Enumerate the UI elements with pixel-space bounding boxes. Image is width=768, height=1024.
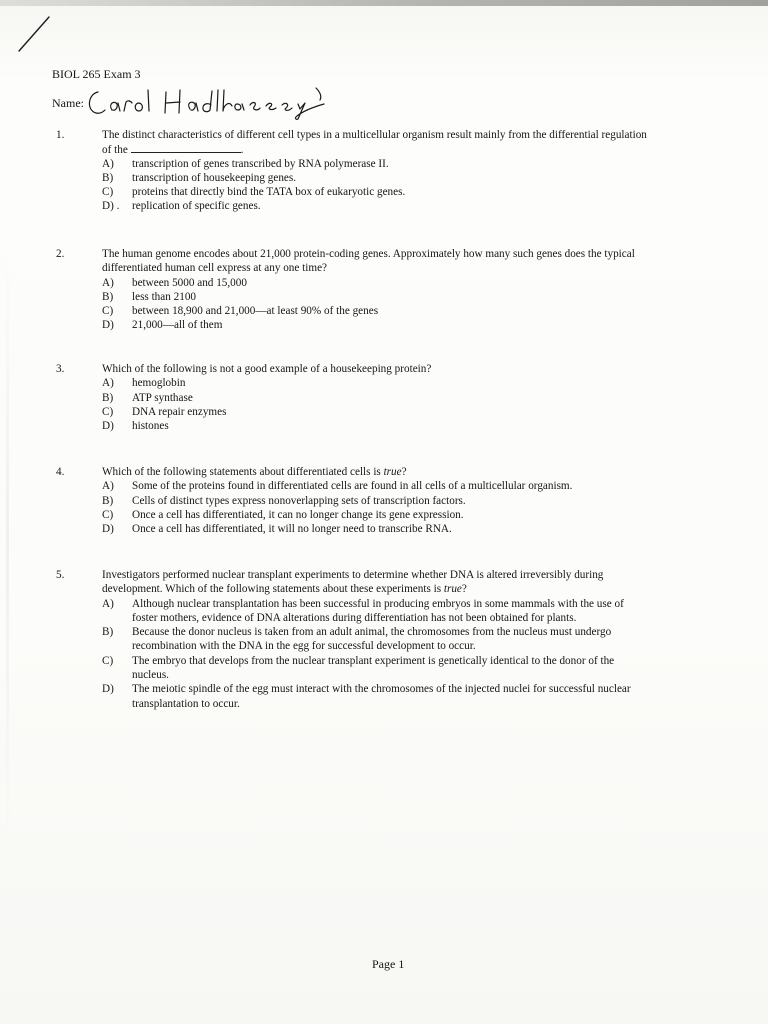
choice-c (102, 654, 647, 683)
choice-a (102, 276, 647, 290)
choice-text: Once a cell has differentiated, it can no longer change its gene expression. (132, 508, 464, 521)
handwritten-signature (84, 86, 334, 120)
question-number: 4. (56, 466, 65, 478)
choice-b (102, 494, 647, 508)
choice-text: transcription of genes transcribed by RNA polymerase II. (132, 157, 389, 170)
question-number: 2. (56, 248, 65, 260)
question-stem: The human genome encodes about 21,000 protein-coding genes. Approximately how many such genes does the typical differentiated human cell express at any one time? (102, 248, 635, 275)
choice-list (102, 157, 647, 214)
choice-text: DNA repair enzymes (132, 405, 227, 418)
choice-letter: D) . (102, 200, 120, 213)
stem-emphasis: true (443, 583, 462, 596)
choice-letter: B) (102, 171, 114, 184)
choice-text: Once a cell has differentiated, it will no longer need to transcribe RNA. (132, 523, 452, 536)
question-number: 5. (56, 569, 65, 581)
choice-text: replication of specific genes. (132, 200, 261, 213)
choice-letter: B) (102, 626, 114, 639)
choice-a (102, 597, 647, 626)
choice-text: Cells of distinct types express nonoverlapping sets of transcription factors. (132, 494, 466, 507)
choice-text: between 18,900 and 21,000—at least 90% of the genes (132, 305, 379, 318)
question-stem (102, 568, 647, 597)
question-stem (102, 465, 647, 479)
choice-text: between 5000 and 15,000 (132, 276, 247, 289)
choice-letter: C) (102, 405, 114, 418)
question-stem (102, 128, 647, 158)
stem-punctuation: . (240, 144, 244, 157)
answer-blank (131, 142, 241, 153)
choice-text: 21,000—all of them (132, 319, 223, 332)
choice-a (102, 376, 647, 390)
choice-c (102, 304, 647, 318)
choice-letter: D) (102, 420, 114, 433)
choice-a (102, 157, 647, 171)
choice-c (102, 185, 647, 199)
choice-letter: A) (102, 157, 114, 170)
choice-letter: C) (102, 508, 114, 521)
choice-letter: B) (102, 290, 114, 303)
choice-list (102, 276, 647, 333)
choice-list (102, 376, 647, 433)
choice-text: proteins that directly bind the TATA box of eukaryotic genes. (132, 186, 406, 199)
choice-letter: A) (102, 597, 114, 610)
choice-letter: D) (102, 523, 114, 536)
choice-text: ATP synthase (132, 391, 193, 404)
choice-letter: A) (102, 480, 114, 493)
choice-text: histones (132, 420, 169, 433)
question-stem: Which of the following is not a good example of a housekeeping protein? (102, 363, 432, 375)
choice-letter: D) (102, 683, 114, 696)
choice-b (102, 171, 647, 185)
choice-b (102, 391, 647, 405)
page-number: Page 1 (372, 957, 405, 971)
choice-d (102, 199, 647, 213)
choice-letter: C) (102, 654, 114, 667)
scan-edge (0, 0, 768, 6)
choice-b (102, 290, 647, 304)
choice-d (102, 682, 647, 711)
choice-d (102, 522, 647, 536)
choice-b (102, 625, 647, 654)
choice-letter: B) (102, 391, 114, 404)
choice-c (102, 405, 647, 419)
choice-d (102, 419, 647, 433)
stem-emphasis: true (383, 466, 402, 478)
choice-c (102, 508, 647, 522)
pen-slash-mark (16, 14, 52, 54)
choice-text: Some of the proteins found in differentiated cells are found in all cells of a multicellular organism. (132, 480, 573, 493)
stem-punctuation: ? (461, 583, 467, 596)
choice-letter: A) (102, 276, 114, 289)
choice-letter: C) (102, 186, 114, 199)
choice-d (102, 318, 647, 332)
name-row (52, 86, 352, 120)
choice-list (102, 479, 647, 536)
name-label: Name: (52, 96, 84, 110)
choice-text: transcription of housekeeping genes. (132, 171, 297, 184)
question-number: 3. (56, 363, 65, 375)
choice-text: The meiotic spindle of the egg must interact with the chromosomes of the injected nuclei for successful nuclear transplantation to occur. (132, 683, 631, 710)
stem-punctuation: ? (401, 466, 407, 478)
choice-letter: D) (102, 319, 114, 332)
choice-text: Because the donor nucleus is taken from an adult animal, the chromosomes from the nucleus must undergo recombination with the DNA in the egg for successful development to occur. (132, 626, 612, 653)
exam-title: BIOL 265 Exam 3 (52, 67, 141, 81)
choice-text: less than 2100 (132, 290, 197, 303)
choice-text: hemoglobin (132, 377, 186, 390)
stem-text: Investigators performed nuclear transplant experiments to determine whether DNA is altered irreversibly during development. Which of the following statements about these experiments is (102, 569, 604, 596)
choice-list (102, 597, 647, 711)
question-number: 1. (56, 129, 65, 141)
choice-letter: A) (102, 377, 114, 390)
choice-letter: C) (102, 305, 114, 318)
stem-text: Which of the following statements about differentiated cells is (102, 466, 381, 478)
choice-a (102, 479, 647, 493)
choice-text: Although nuclear transplantation has been successful in producing embryos in some mammals with the use of foster mothers, evidence of DNA alterations during differentiation has not been obtained for plants. (132, 597, 624, 624)
choice-text: The embryo that develops from the nuclear transplant experiment is genetically identical to the donor of the nucleus. (132, 654, 615, 682)
scan-smudge (6, 240, 9, 840)
stem-text: The distinct characteristics of different cell types in a multicellular organism result mainly from the differential regulation of the (102, 129, 647, 157)
choice-letter: B) (102, 494, 114, 507)
